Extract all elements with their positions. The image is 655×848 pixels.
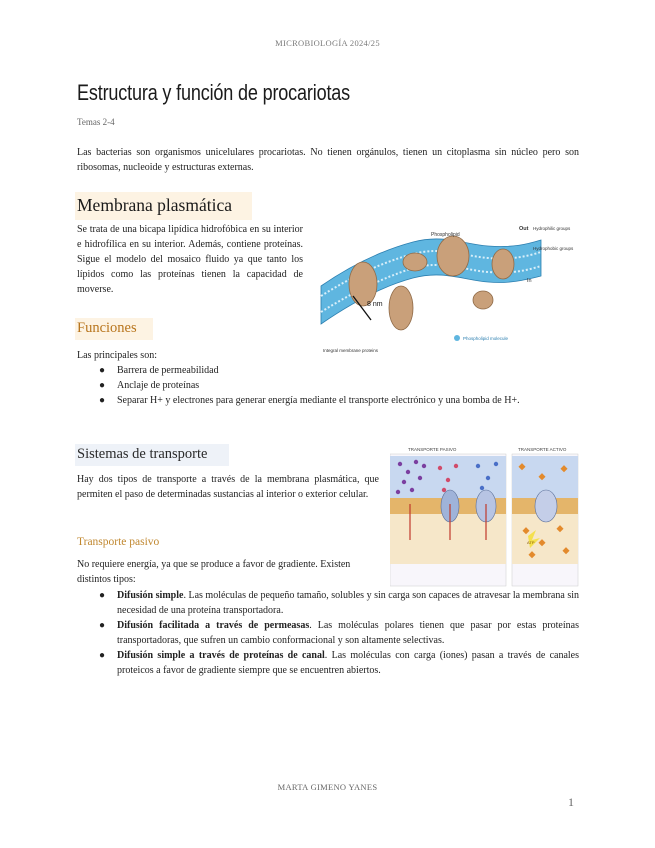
sistemas-paragraph: Hay dos tipos de transporte a través de la membrana plasmática, que permiten el paso de determinadas sustancias al interior o exterior celular. (77, 474, 379, 500)
page-number: 1 (568, 795, 574, 809)
funciones-list (77, 363, 579, 408)
list-item: ● Separar H+ y electrones para generar energía mediante el transporte electrónico y una bomba de H+. (99, 395, 520, 406)
list-item: ● Difusión simple a través de proteínas de canal. Las moléculas con carga (iones) pasan a través de canales proteicos a favor de gradiente siempre que se encuentren abiertos. (99, 650, 579, 676)
figure-label-active: TRANSPORTE ACTIVO (518, 447, 567, 452)
figure-label-passive: TRANSPORTE PASIVO (408, 447, 457, 452)
list-item: ● Barrera de permeabilidad (99, 365, 219, 376)
figure-label-out: Out (519, 226, 529, 232)
figure-label-hydrophilic: Hydrophilic groups (533, 226, 571, 231)
footer-author: MARTA GIMENO YANES (277, 782, 378, 792)
membrane-figure (313, 224, 581, 354)
figure-label-atp: ATP (527, 540, 535, 545)
running-header: MICROBIOLOGÍA 2024/25 (275, 38, 380, 48)
pasivo-list (77, 588, 579, 678)
heading-funciones: Funciones (75, 318, 153, 340)
heading-pasivo: Transporte pasivo (77, 536, 160, 548)
pasivo-lead: No requiere energía, ya que se produce a favor de gradiente. Existen distintos tipos: (77, 559, 351, 585)
membrana-paragraph: Se trata de una bicapa lipídica hidrofóbica en su interior e hidrofílica en su interior. Además, contiene proteínas. Sigue el modelo del mosaico fluido ya que tanto los lípidos como las proteínas tienen la capacidad de moverse. (77, 224, 303, 295)
funciones-lead: Las principales son: (77, 350, 157, 361)
list-item: ● Anclaje de proteínas (99, 380, 200, 391)
page-subtitle: Temas 2-4 (77, 117, 115, 127)
figure-label-in: In (527, 278, 532, 284)
figure-label-thickness: 8 nm (367, 301, 383, 308)
transport-figure (390, 444, 580, 590)
intro-paragraph: Las bacterias son organismos unicelulares procariotas. No tienen orgánulos, tienen un citoplasma sin núcleo pero son ribosomas, nucleoide y estructuras externas. (77, 147, 579, 173)
page-title: Estructura y función de procariotas (77, 80, 351, 105)
figure-label-phospholipid: Phospholipid (431, 232, 460, 238)
figure-label-molecule: Phospholipid molecule (463, 336, 509, 341)
figure-label-hydrophobic: Hydrophobic groups (533, 246, 574, 251)
list-item: ● Difusión simple. Las moléculas de pequeño tamaño, solubles y sin carga son capaces de atravesar la membrana sin necesidad de una proteína transportadora. (99, 590, 580, 616)
list-item: ● Difusión facilitada a través de permeasas. Las moléculas polares tienen que pasar por estas proteínas transportadoras, que sufren un cambio conformacional y son altamente selectivas. (99, 620, 579, 646)
heading-sistemas: Sistemas de transporte (75, 444, 229, 466)
figure-label-integral: Integral membrane proteins (323, 348, 379, 353)
heading-membrana: Membrana plasmática (75, 192, 252, 220)
